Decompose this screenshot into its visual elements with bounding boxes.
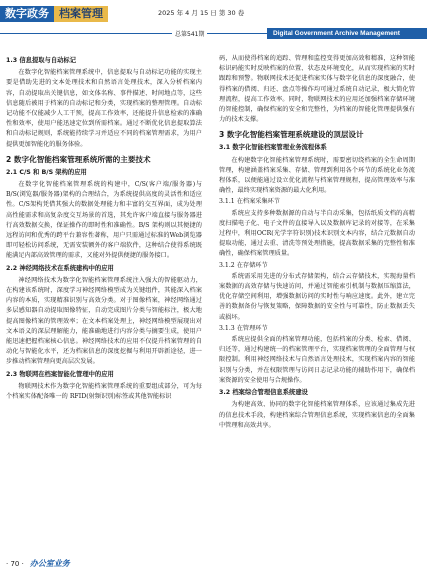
- header-rule: [0, 33, 268, 34]
- journal-brand: [0, 6, 122, 22]
- column-tagline: Digital Government Archive Management: [267, 28, 427, 39]
- section-heading-2-2: 2.2 神经网络技术在系统建构中的应用: [6, 264, 114, 272]
- paragraph: 在数字化智能档案管理系统中，信息提取与自动标记功能的实现主要是借助先进的文本处理技术和自然语言处理技术，深入分析档案内容，自动提取出关键信息，如文体名称、事件描述、时间地点等，这些信息随后被用于档案的自动标记和分类，实现档案的整理管理。自动标记功能不仅能减少人工干预，提高工作效率，还能提升信息检索的准确性和效率，使用户能迅速定位到所需档案。通过不断优化信息提取算法和自动标记规则，系统能持续学习并适应不同的档案管理需求，为用户提供更加智能化的服务体验。: [6, 69, 202, 148]
- section-heading-2-3: 2.3 物联网在档案智能化管理中的应用: [6, 370, 114, 378]
- brand-digital-gov: 数字政务: [0, 6, 54, 22]
- subsection-heading-3-1-1: 3.1.1 在档案采集环节: [219, 198, 281, 206]
- left-column: [6, 54, 202, 402]
- paragraph: 系统需采用先进的分布式存储架构，结合云存储技术，实现海量档案数据的高效存储与快速访问，并通过智能索引机制与数据压缩算法，优化存储空间利用，增强数据访问的实时性与响应速度。此外，建立完善的数据备份与恢复策略，保障数据的安全性与可靠性，防止数据丢失或损坏。: [219, 272, 415, 321]
- paragraph: 物联网技术作为数字化智能档案管理系统的重要组成部分，可为每个档案实体配备唯一的 RFID(射频识别)标签或其他智能标识: [6, 382, 202, 401]
- paragraph: 为构建高效、协同的数字化智能档案管理体系，应该通过集成先进的信息技术手段，构建档案综合管理信息系统，实现档案信息的全面集中管理和高效共享。: [219, 401, 415, 429]
- paragraph: 系统应提供全面的档案管理功能，包括档案的分类、检索、借阅、归还等，通过构建统一的档案管理平台，实现档案管理的全面管理与权限控制。利用神经网络技术与自然语言处理技术，实现档案内容的智能识别与分类，并在权限管理与访问日志记录功能的辅助作用下，确保档案资源的安全使用与合规操作。: [219, 336, 415, 384]
- paragraph: 神经网络技术为数字化智能档案管理系统注入强大的智能驱动力，在构建该系统时，深度学习神经网络模型成为关键组件，其能深入档案内容的本质，实现精准识别与高效分类。对于图像档案，神经网络通过多层感知器自动提取图像特征，自动完成图片分类与智能标注，极大地提高图像档案的管理效率；在文本档案处理上，神经网络模型展现出对文本语义的深层理解能力，能准确地进行内容分类与摘要生成，使用户能迅速把握档案核心信息。神经网络技术的应用不仅提升档案管理的自动化与智能化水平，还为档案信息的深度挖掘与利用开辟新途径，进一步推动档案管理向更高层次发展。: [6, 276, 202, 366]
- subsection-heading-3-1-3: 3.1.3 在管理环节: [219, 324, 268, 332]
- page-number: · 70 ·: [6, 559, 24, 568]
- header-subbar: [0, 28, 427, 40]
- section-heading-3-2: 3.2 档案综合管理信息系统建设: [219, 389, 308, 397]
- paragraph: 系统应支持多种数据源的自动与半自动采集，包括纸质文档的高精度扫描电子化、电子文件的直接导入以及数据库记录的对接等，在采集过程中，利用OCR(光学字符识别)技术识别文本内容，结合元数据自动提取功能，通过去重、清洗等预处理措施，提高数据采集的完整性和准确性，确保档案管理质量。: [219, 209, 415, 258]
- paragraph: 在数字化智能档案管理系统的构建中，C/S(客户端/服务器)与 B/S(浏览器/服务器)架构的合理结合，为系统提供高度的灵活性和适应性。C/S架构凭借其强大的数据处理能力和丰富的交互界面，成为处理高性能需求和高复杂度交互场景的首选，其允许客户端直接与服务器进行高效数据交换，保证操作的即时性和准确性。B/S 架构则以其便捷的远程访问和优秀的跨平台兼容性著称，用户只需通过标准的Web浏览器即可轻松访问系统，无需安装额外的客户端软件，这种结合使得系统既能满足内部高效管理的需求，又能对外提供便捷的服务接口。: [6, 181, 202, 260]
- total-issue-number: 总第541期: [172, 29, 207, 38]
- page-footer: [6, 558, 70, 569]
- page-header: [0, 0, 427, 30]
- section-heading-2-1: 2.1 C/S 和 B/S 架构的应用: [6, 168, 87, 176]
- section-heading-3: 3 数字化智能档案管理系统建设的顶层设计: [219, 130, 364, 140]
- paragraph: 在构建数字化智能档案管理系统时，需要密切绕档案的全生命周期管理，构建涵盖档案采集、存储、管理到利用各个环节的系统化业务流程体系，以便能通过设立优化流程与档案管理规程，提高管理效率与准确性，最终实现档案资源的最大化利用。: [219, 156, 415, 195]
- section-heading-2: 2 数字化智能档案管理系统所需的主要技术: [6, 154, 151, 164]
- journal-logo: 办公室业务: [29, 559, 70, 568]
- paragraph-continued: 码，从而使得档案的追踪、管理和监控变得更加高效和精准，这种智能标识码能实时反映档案的位置、状态及环境变化，从而实现档案的实时跟踪和预警。物联网技术还促进档案实体与数字化信息的深度融合，使得档案的借阅、归还、盘点等操作均可通过系统自动记录，极大简化管理流程，提高工作效率。同时，物联网技术的应用还加强档案存储环境的智能控制，确保档案的安全和完整性，为档案的智能化管理提供强有力的技术支撑。: [219, 55, 415, 124]
- subsection-heading-3-1-2: 3.1.2 在存储环节: [219, 261, 268, 269]
- right-column: [219, 54, 415, 431]
- section-heading-3-1: 3.1 数字化智能档案管理业务流程体系: [219, 144, 327, 152]
- brand-archive-mgmt: 档案管理: [54, 6, 108, 22]
- issue-date: 2025 年 4 月 15 日 第 30 卷: [158, 9, 245, 17]
- section-heading-1-3: 1.3 信息提取与自动标记: [6, 57, 77, 64]
